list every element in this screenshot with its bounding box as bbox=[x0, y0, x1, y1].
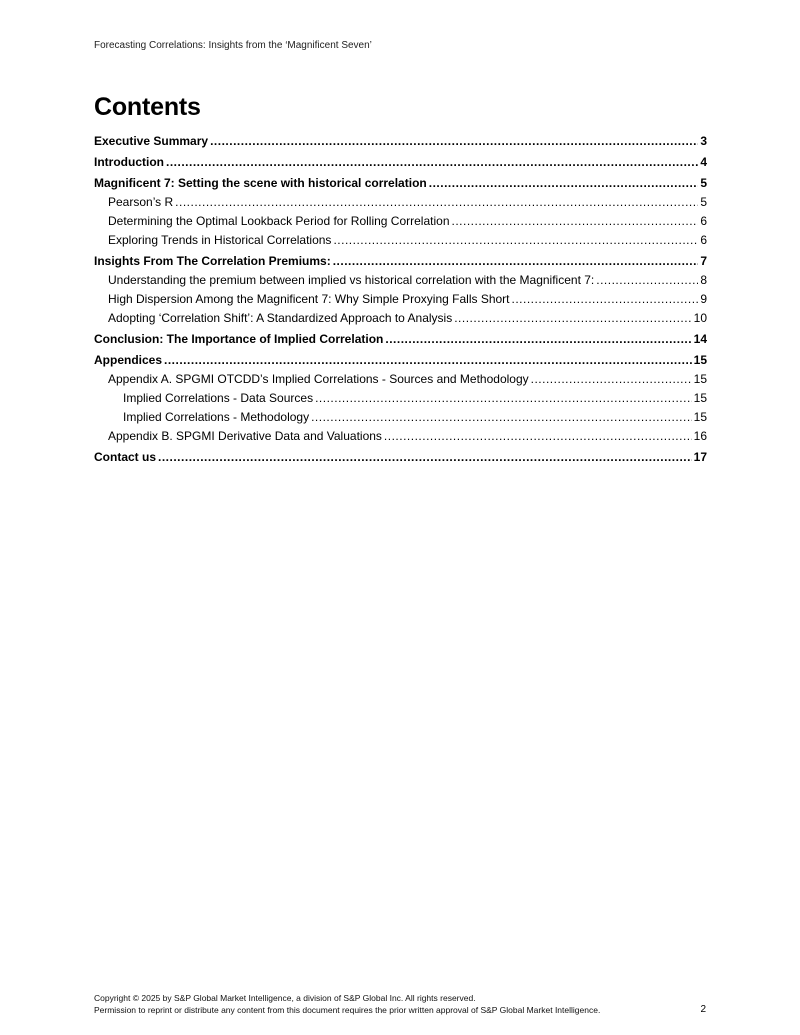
toc-leader-dots bbox=[333, 252, 699, 271]
toc-entry[interactable] bbox=[94, 153, 707, 172]
page-number: 2 bbox=[700, 1004, 706, 1015]
toc-entry[interactable] bbox=[94, 212, 707, 231]
toc-entry-page: 15 bbox=[693, 372, 707, 386]
toc-entry-text: Determining the Optimal Lookback Period for Rolling Correlation bbox=[108, 214, 450, 228]
copyright-notice: Copyright © 2025 by S&P Global Market Intelligence, a division of S&P Global Inc. All rights reserved. bbox=[94, 993, 476, 1003]
toc-entry-text: Insights From The Correlation Premiums: bbox=[94, 254, 331, 268]
toc-title: Contents bbox=[94, 93, 201, 121]
toc-entry-text: Introduction bbox=[94, 155, 164, 169]
toc-entry[interactable] bbox=[94, 271, 707, 290]
toc-entry[interactable] bbox=[94, 408, 707, 427]
toc-entry-page: 6 bbox=[700, 214, 707, 228]
toc-leader-dots bbox=[596, 271, 698, 290]
toc-entry-text: Contact us bbox=[94, 450, 157, 464]
toc-entry-page: 3 bbox=[700, 134, 707, 148]
toc-leader-dots bbox=[164, 351, 692, 370]
permission-notice: Permission to reprint or distribute any content from this document requires the prior written approval of S&P Global Market Intelligence. bbox=[94, 1004, 601, 1015]
toc-entry-text: Conclusion: The Importance of Implied Correlation bbox=[94, 332, 384, 346]
toc-entry[interactable] bbox=[94, 231, 707, 250]
toc-entry-page: 5 bbox=[700, 176, 707, 190]
toc-leader-dots bbox=[166, 153, 698, 172]
toc-entry[interactable] bbox=[94, 370, 707, 389]
toc-leader-dots bbox=[311, 408, 692, 427]
toc-leader-dots bbox=[175, 193, 698, 212]
toc-entry[interactable] bbox=[94, 351, 707, 370]
toc-leader-dots bbox=[385, 330, 691, 349]
toc-leader-dots bbox=[158, 448, 692, 467]
toc-entry[interactable] bbox=[94, 290, 707, 309]
toc-entry-text: Implied Correlations - Methodology bbox=[123, 410, 310, 424]
toc-entry[interactable] bbox=[94, 448, 707, 467]
toc-entry-page: 5 bbox=[700, 195, 707, 209]
toc-entry-text: Exploring Trends in Historical Correlations bbox=[108, 233, 332, 247]
toc-leader-dots bbox=[384, 427, 692, 446]
toc-leader-dots bbox=[512, 290, 699, 309]
toc-leader-dots bbox=[531, 370, 692, 389]
toc-entry[interactable] bbox=[94, 132, 707, 151]
table-of-contents bbox=[94, 132, 707, 467]
page-footer bbox=[94, 993, 707, 1016]
toc-leader-dots bbox=[315, 389, 692, 408]
toc-leader-dots bbox=[454, 309, 691, 328]
toc-entry-page: 15 bbox=[693, 410, 707, 424]
toc-entry-page: 10 bbox=[693, 311, 707, 325]
toc-entry-page: 4 bbox=[700, 155, 707, 169]
toc-entry-page: 16 bbox=[693, 429, 707, 443]
toc-entry-text: Executive Summary bbox=[94, 134, 209, 148]
toc-entry-page: 15 bbox=[693, 353, 707, 367]
toc-entry-page: 6 bbox=[700, 233, 707, 247]
toc-entry[interactable] bbox=[94, 309, 707, 328]
toc-entry-page: 9 bbox=[700, 292, 707, 306]
toc-entry-text: Appendix B. SPGMI Derivative Data and Valuations bbox=[108, 429, 382, 443]
toc-entry[interactable] bbox=[94, 427, 707, 446]
toc-entry-text: Understanding the premium between implied vs historical correlation with the Magnificent 7: bbox=[108, 273, 595, 287]
toc-entry-text: Implied Correlations - Data Sources bbox=[123, 391, 314, 405]
toc-entry-page: 17 bbox=[693, 450, 707, 464]
toc-entry-page: 14 bbox=[693, 332, 707, 346]
toc-entry[interactable] bbox=[94, 252, 707, 271]
toc-entry[interactable] bbox=[94, 193, 707, 212]
toc-leader-dots bbox=[452, 212, 699, 231]
toc-leader-dots bbox=[429, 174, 699, 193]
toc-entry-text: High Dispersion Among the Magnificent 7: Why Simple Proxying Falls Short bbox=[108, 292, 510, 306]
toc-entry-text: Adopting ‘Correlation Shift’: A Standardized Approach to Analysis bbox=[108, 311, 453, 325]
toc-entry-page: 8 bbox=[700, 273, 707, 287]
toc-entry[interactable] bbox=[94, 174, 707, 193]
toc-entry[interactable] bbox=[94, 330, 707, 349]
toc-entry-text: Pearson’s R bbox=[108, 195, 174, 209]
toc-entry-page: 15 bbox=[693, 391, 707, 405]
toc-entry-text: Appendix A. SPGMI OTCDD’s Implied Correlations - Sources and Methodology bbox=[108, 372, 529, 386]
toc-leader-dots bbox=[333, 231, 698, 250]
toc-entry-text: Magnificent 7: Setting the scene with historical correlation bbox=[94, 176, 427, 190]
toc-entry[interactable] bbox=[94, 389, 707, 408]
running-header: Forecasting Correlations: Insights from the ‘Magnificent Seven’ bbox=[94, 40, 372, 51]
toc-entry-text: Appendices bbox=[94, 353, 163, 367]
toc-leader-dots bbox=[210, 132, 698, 151]
toc-entry-page: 7 bbox=[700, 254, 707, 268]
